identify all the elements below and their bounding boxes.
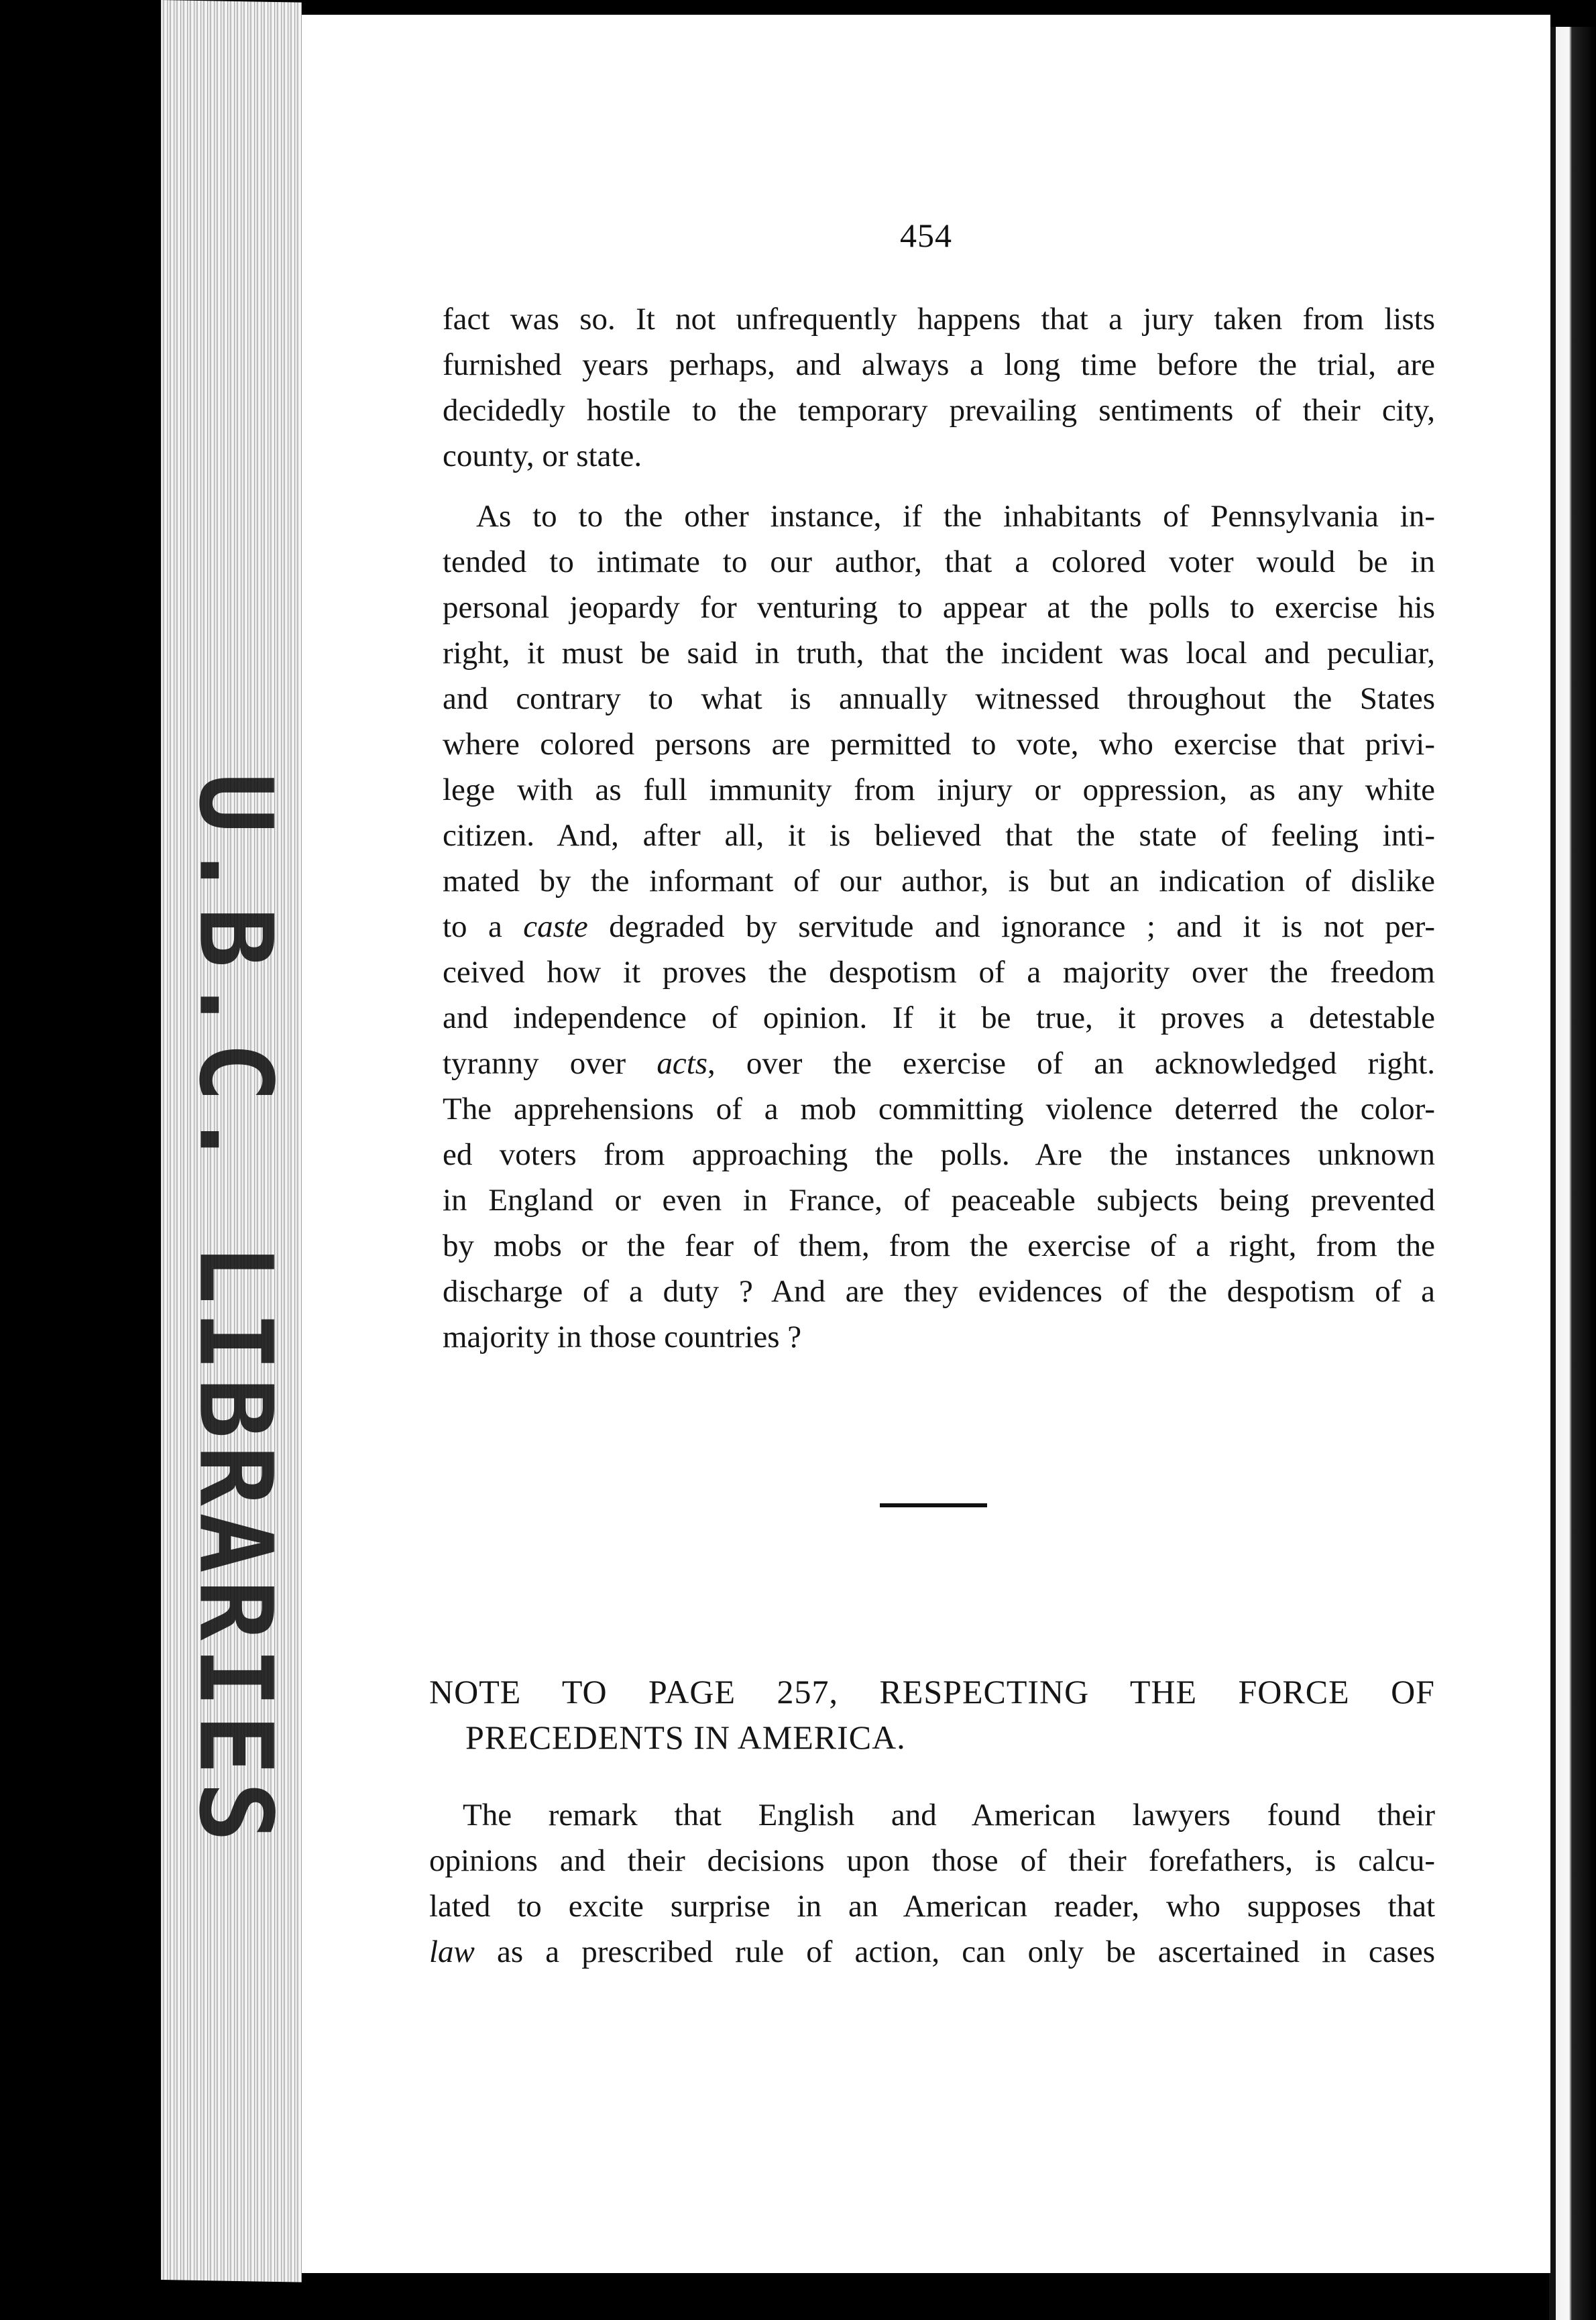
text-line: personal jeopardy for venturing to appear at the polls to exercise his [443, 590, 1435, 625]
text-line: right, it must be said in truth, that the incident was local and peculiar, [443, 636, 1435, 671]
italic-word: caste [523, 909, 588, 944]
note-heading [429, 1669, 1435, 1760]
book-page [302, 15, 1550, 2273]
text-line: citizen. And, after all, it is believed that the state of feeling inti- [443, 818, 1435, 853]
italic-word: acts [657, 1046, 708, 1081]
text-line: decidedly hostile to the temporary prevailing sentiments of their city, [443, 393, 1435, 428]
text-line: tyranny over acts, over the exercise of an acknowledged right. [443, 1046, 1435, 1081]
text-line: ceived how it proves the despotism of a majority over the freedom [443, 955, 1435, 990]
text-line: law as a prescribed rule of action, can only be ascertained in cases [429, 1934, 1435, 1969]
paragraph-2 [443, 494, 1435, 1360]
text-line: lege with as full immunity from injury or oppression, as any white [443, 772, 1435, 807]
library-stamp-text: U.B.C. LIBRARIES [176, 772, 294, 1849]
note-heading-line-1: NOTE TO PAGE 257, RESPECTING THE FORCE OF [429, 1673, 1435, 1710]
text-line: by mobs or the fear of them, from the exercise of a right, from the [443, 1228, 1435, 1263]
text-line: in England or even in France, of peaceable subjects being prevented [443, 1183, 1435, 1218]
text-line: and contrary to what is annually witnessed throughout the States [443, 681, 1435, 716]
text-line: discharge of a duty ? And are they evidences of the despotism of a [443, 1274, 1435, 1309]
italic-word: law [429, 1934, 475, 1969]
text-line: lated to excite surprise in an American reader, who supposes that [429, 1889, 1435, 1924]
text-line: ed voters from approaching the polls. Are the instances unknown [443, 1137, 1435, 1172]
text-line: fact was so. It not unfrequently happens that a jury taken from lists [443, 302, 1435, 337]
text-line: The remark that English and American lawyers found their [463, 1798, 1435, 1833]
paragraph-1 [443, 296, 1435, 479]
text-line: The apprehensions of a mob committing violence deterred the color- [443, 1092, 1435, 1126]
text-line: and independence of opinion. If it be true, it proves a detestable [443, 1000, 1435, 1035]
text-line: mated by the informant of our author, is but an indication of dislike [443, 864, 1435, 898]
text-line: opinions and their decisions upon those of their forefathers, is calcu- [429, 1843, 1435, 1878]
library-stamp [174, 772, 295, 1849]
section-divider [880, 1503, 987, 1507]
text-line: tended to intimate to our author, that a colored voter would be in [443, 544, 1435, 579]
text-line: majority in those countries ? [443, 1320, 802, 1354]
note-heading-line-2: PRECEDENTS IN AMERICA. [465, 1719, 906, 1756]
text-line: county, or state. [443, 439, 642, 473]
text-line: As to to the other instance, if the inhabitants of Pennsylvania in- [476, 499, 1435, 534]
paragraph-3 [429, 1792, 1435, 1975]
text-line: where colored persons are permitted to vote, who exercise that privi- [443, 727, 1435, 762]
text-line: furnished years perhaps, and always a long time before the trial, are [443, 347, 1435, 382]
text-line: to a caste degraded by servitude and ignorance ; and it is not per- [443, 909, 1435, 944]
next-page-edge [1549, 27, 1596, 2320]
page-number: 454 [900, 217, 952, 254]
